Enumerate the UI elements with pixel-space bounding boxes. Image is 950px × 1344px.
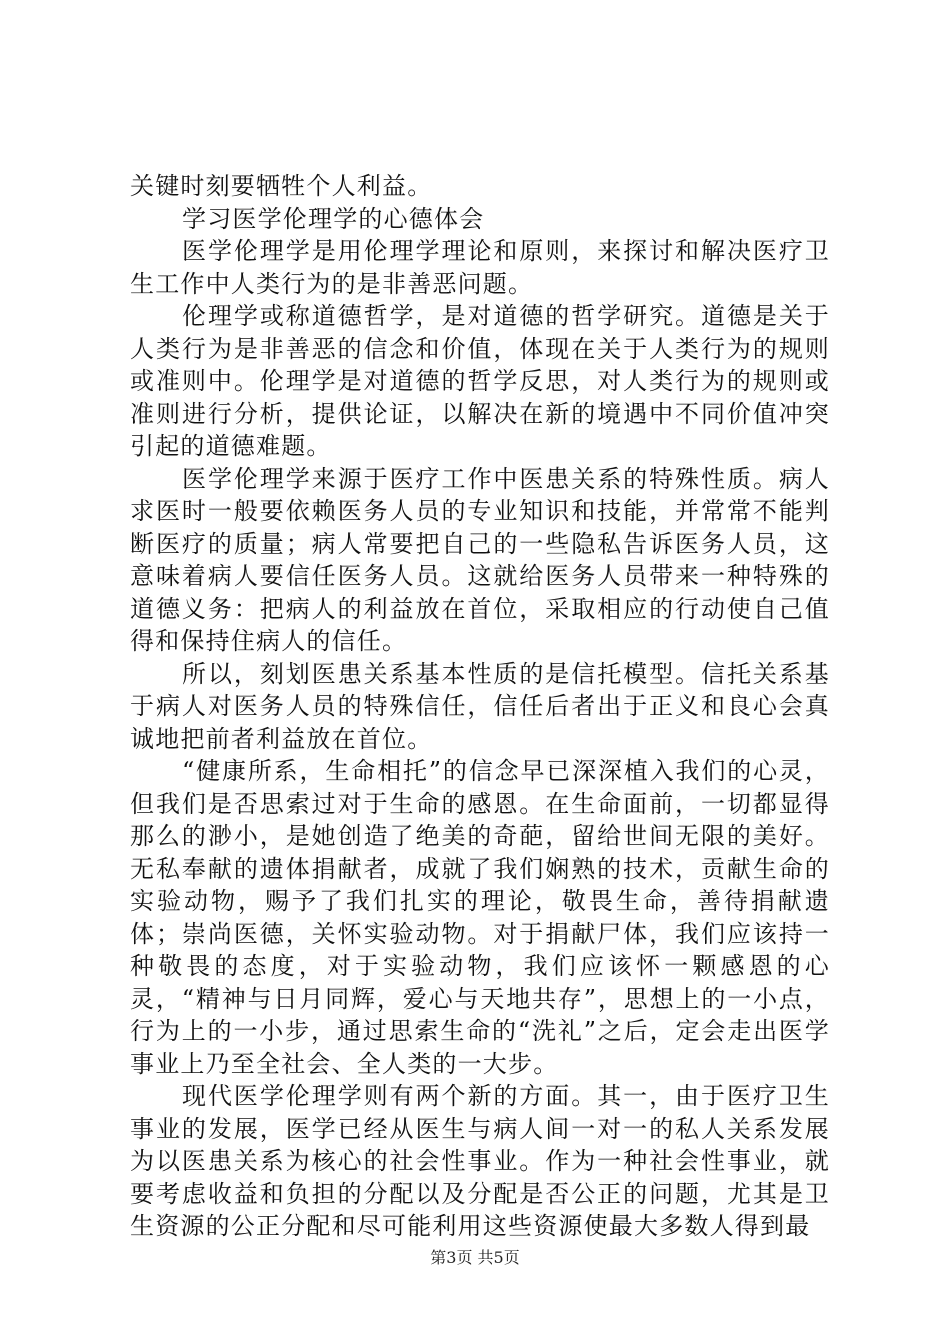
paragraph: 医学伦理学来源于医疗工作中医患关系的特殊性质。病人求医时一般要依赖医务人员的专业知识和技能，并常常不能判断医疗的质量；病人常要把自己的一些隐私告诉医务人员，这意味着病人要信任医务人员。这就给医务人员带来一种特殊的道德义务：把病人的利益放在首位，采取相应的行动使自己值得和保持住病人的信任。 [130,464,830,655]
paragraph-continuation: 关键时刻要牺牲个人利益。 [130,172,433,200]
document-body [130,170,830,1243]
paragraph: 现代医学伦理学则有两个新的方面。其一，由于医疗卫生事业的发展，医学已经从医生与病人间一对一的私人关系发展为以医患关系为核心的社会性事业。作为一种社会性事业，就要考虑收益和负担的分配以及分配是否公正的问题，尤其是卫生资源的公正分配和尽可能利用这些资源使最大多数人得到最 [130,1082,830,1240]
paragraph: 医学伦理学是用伦理学理论和原则，来探讨和解决医疗卫生工作中人类行为的是非善恶问题。 [130,237,830,298]
paragraph: “健康所系，生命相托”的信念早已深深植入我们的心灵，但我们是否思索过对于生命的感恩。在生命面前，一切都显得那么的渺小，是她创造了绝美的奇葩，留给世间无限的美好。无私奉献的遗体捐献者，成就了我们娴熟的技术，贡献生命的实验动物，赐予了我们扎实的理论，敬畏生命，善待捐献遗体；崇尚医德，关怀实验动物。对于捐献尸体，我们应该持一种敬畏的态度，对于实验动物，我们应该怀一颗感恩的心灵，“精神与日月同辉，爱心与天地共存”，思想上的一小点，行为上的一小步，通过思索生命的“洗礼”之后，定会走出医学事业上乃至全社会、全人类的一大步。 [130,757,830,1078]
section-heading: 学习医学伦理学的心德体会 [182,204,485,233]
paragraph: 伦理学或称道德哲学，是对道德的哲学研究。道德是关于人类行为是非善恶的信念和价值，体现在关于人类行为的规则或准则中。伦理学是对道德的哲学反思，对人类行为的规则或准则进行分析，提供论证，以解决在新的境遇中不同价值冲突引起的道德难题。 [130,302,830,460]
paragraph: 所以，刻划医患关系基本性质的是信托模型。信托关系基于病人对医务人员的特殊信任，信任后者出于正义和良心会真诚地把前者利益放在首位。 [130,659,830,753]
page-footer: 第3页 共5页 [430,1248,520,1267]
